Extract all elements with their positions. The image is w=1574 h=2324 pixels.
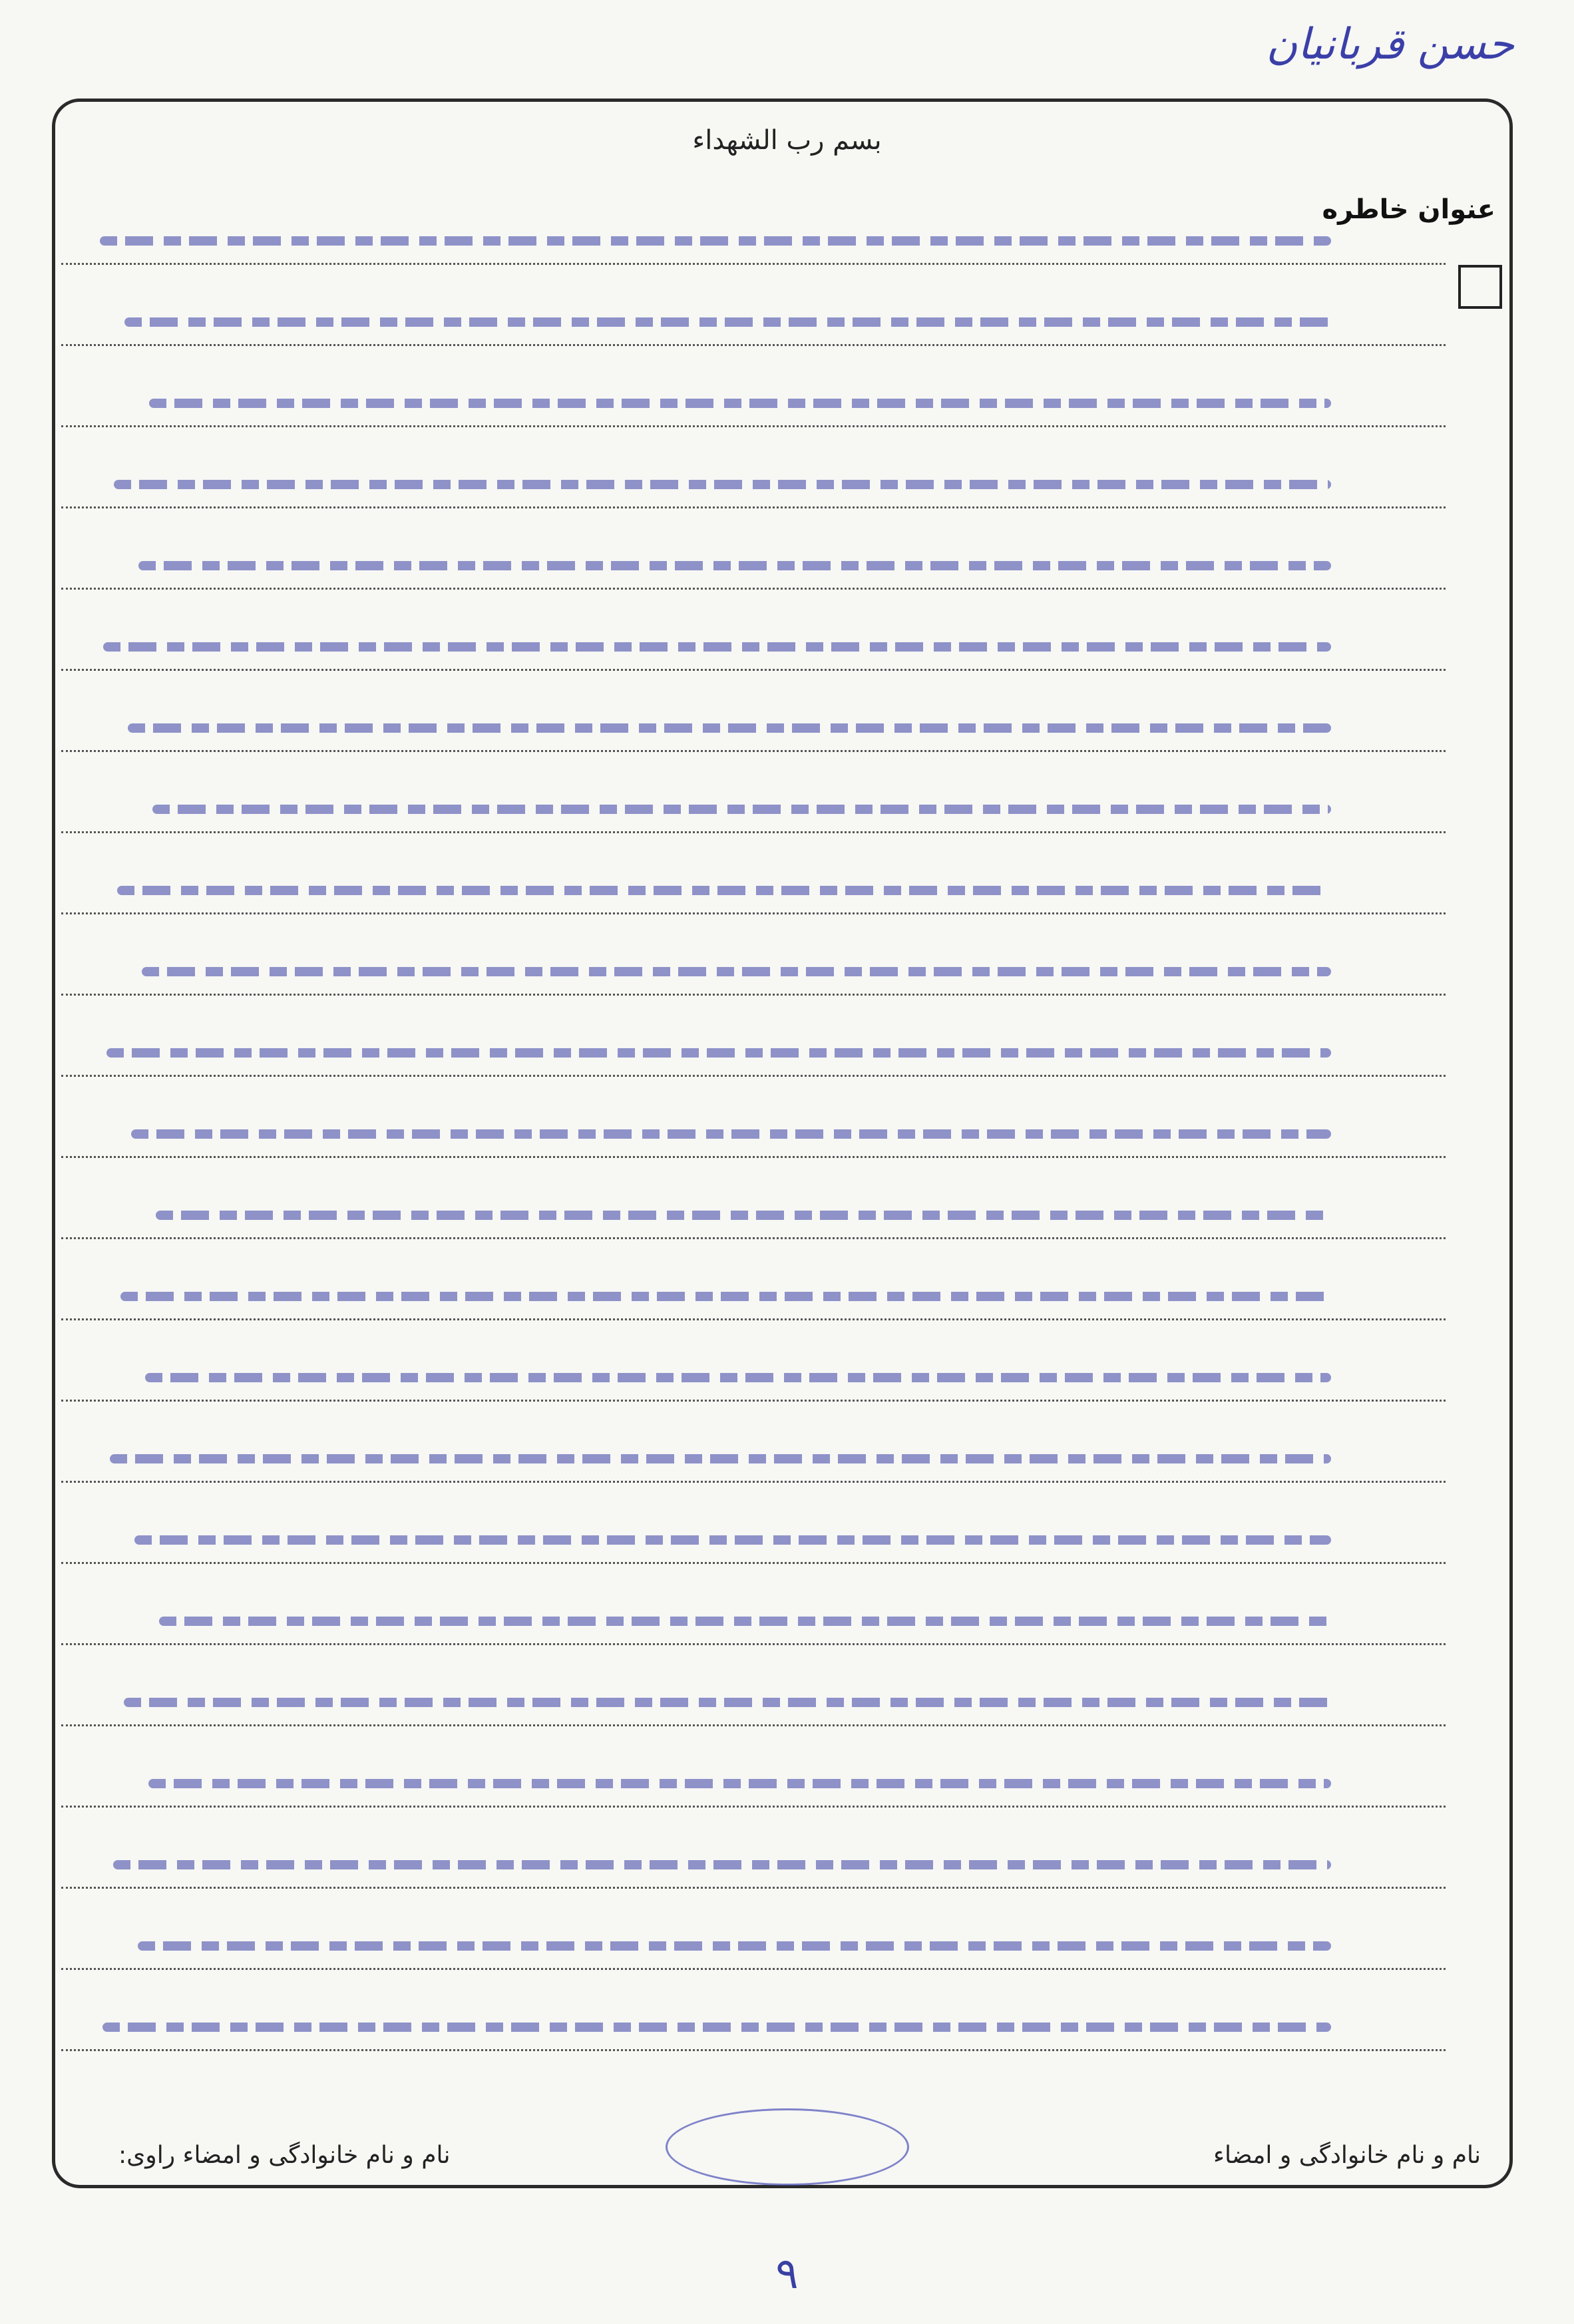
handwriting-line <box>138 561 1331 570</box>
ruled-line <box>61 1318 1446 1320</box>
handwriting-line <box>110 1454 1331 1463</box>
ruled-line <box>61 425 1446 427</box>
handwriting-line <box>138 1941 1331 1951</box>
handwriting-line <box>145 1373 1331 1382</box>
ruled-line <box>61 1237 1446 1239</box>
author-name: حسن قربانیان <box>1266 20 1514 69</box>
handwriting-line <box>117 886 1331 895</box>
ruled-line <box>61 263 1446 265</box>
ruled-line <box>61 1481 1446 1483</box>
checkbox[interactable] <box>1458 265 1502 309</box>
ruled-line <box>61 1075 1446 1077</box>
ruled-line <box>61 1968 1446 1970</box>
bismillah-heading: بسم رب الشهداء <box>692 125 882 156</box>
page-number: ۹ <box>775 2249 799 2299</box>
narrator-signature-label: نام و نام خانوادگی و امضاء راوی: <box>118 2142 451 2169</box>
ruled-line <box>61 1724 1446 1726</box>
writer-signature-label: نام و نام خانوادگی و امضاء <box>1213 2142 1481 2169</box>
handwriting-line <box>134 1535 1331 1545</box>
ruled-line <box>61 669 1446 671</box>
ruled-line <box>61 344 1446 346</box>
ruled-line <box>61 1156 1446 1158</box>
handwriting-line <box>156 1211 1331 1220</box>
ruled-line <box>61 750 1446 752</box>
handwriting-line <box>124 317 1331 327</box>
handwriting-line <box>113 1860 1331 1869</box>
ruled-line <box>61 1400 1446 1402</box>
handwriting-line <box>100 236 1331 246</box>
memory-title-label: عنوان خاطره <box>1322 194 1495 225</box>
ruled-line <box>61 1643 1446 1645</box>
ruled-line <box>61 506 1446 508</box>
handwriting-line <box>159 1617 1331 1626</box>
ruled-line <box>61 994 1446 996</box>
handwriting-line <box>120 1292 1331 1301</box>
handwriting-line <box>128 723 1331 733</box>
ruled-line <box>61 2049 1446 2051</box>
handwriting-line <box>149 399 1331 408</box>
signature <box>666 2108 909 2186</box>
handwriting-line <box>106 1048 1331 1058</box>
handwriting-line <box>152 805 1331 814</box>
form-frame <box>52 98 1513 2188</box>
ruled-line <box>61 588 1446 590</box>
handwriting-line <box>114 480 1331 489</box>
ruled-line <box>61 912 1446 914</box>
handwriting-line <box>142 967 1331 976</box>
ruled-line <box>61 1887 1446 1889</box>
handwriting-line <box>103 642 1331 652</box>
ruled-line <box>61 831 1446 833</box>
handwriting-line <box>148 1779 1331 1788</box>
ruled-line <box>61 1806 1446 1808</box>
handwriting-line <box>124 1698 1331 1707</box>
ruled-line <box>61 1562 1446 1564</box>
handwriting-line <box>102 2023 1331 2032</box>
handwriting-line <box>131 1129 1331 1139</box>
